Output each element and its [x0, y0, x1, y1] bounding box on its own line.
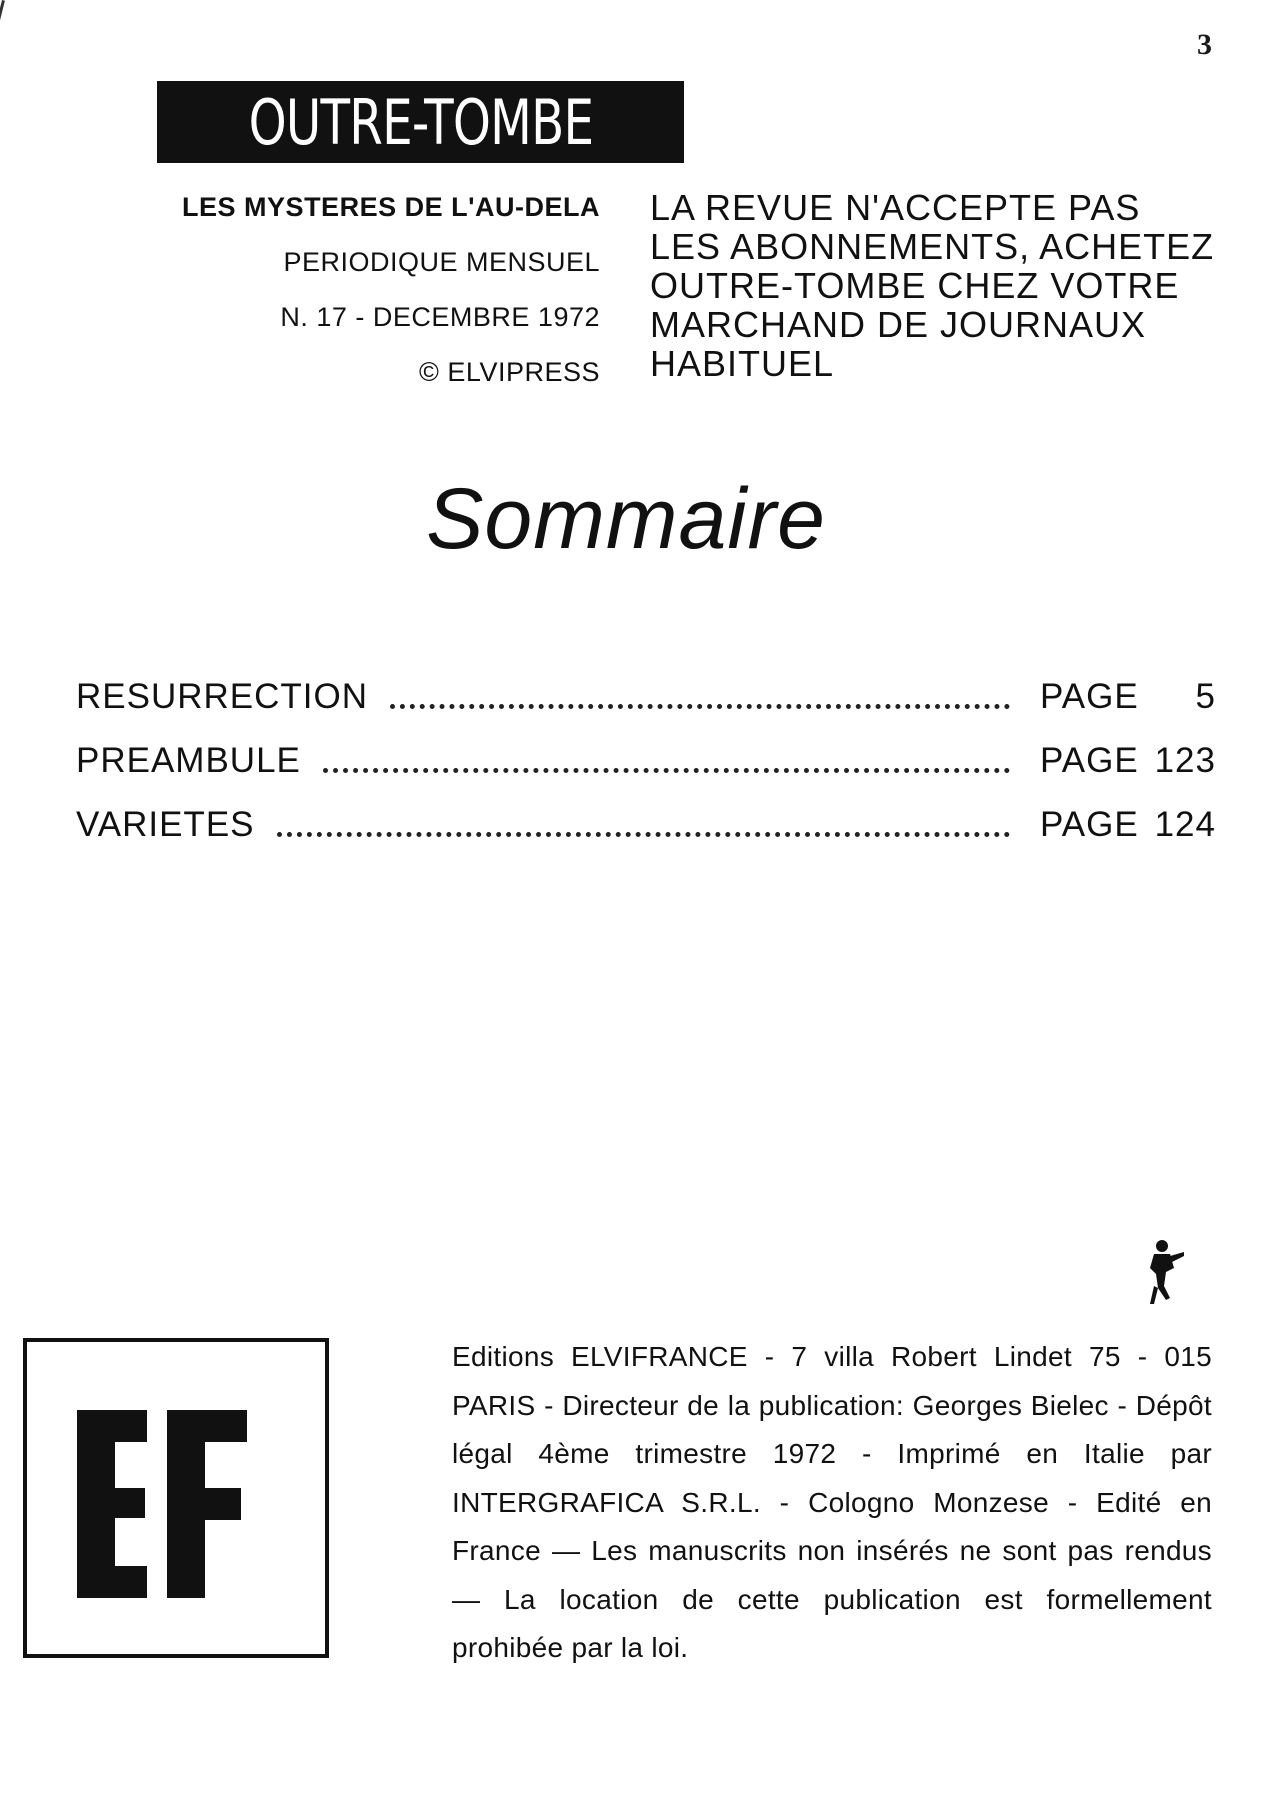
toc-entry-label: RESURRECTION [76, 677, 369, 716]
toc-page-number: 123 [1154, 741, 1216, 780]
toc-entry-page [1040, 677, 1216, 717]
imprint-text: Editions ELVIFRANCE - 7 villa Robert Lindet 75 - 015 PARIS - Directeur de la publication: Georges Bielec - Dépôt légal 4ème trimestre 1972 - Imprimé en Italie par INTERGRAFICA S.R.L. - Cologno Monzese - Edité en France — Les manuscrits non insérés ne sont pas rendus — La location de cette publication est formellement prohibée par la loi. [452, 1341, 1212, 1663]
table-of-contents [76, 665, 1216, 857]
notice-line: MARCHAND DE JOURNAUX [650, 304, 1147, 345]
publication-info [130, 180, 600, 400]
notice-line: OUTRE-TOMBE CHEZ VOTRE [650, 265, 1180, 306]
toc-page-number: 124 [1154, 805, 1216, 844]
publication-subtitle: LES MYSTERES DE L'AU-DELA [182, 192, 600, 222]
notice-line: HABITUEL [650, 343, 835, 384]
toc-entry-label: VARIETES [76, 805, 255, 844]
notice-line: LES ABONNEMENTS, ACHETEZ [650, 226, 1215, 267]
stray-pen-mark [0, 0, 5, 69]
toc-entry-page [1040, 805, 1216, 845]
toc-page-word: PAGE [1040, 805, 1139, 844]
ef-logo-icon [27, 1342, 325, 1654]
toc-entry [76, 729, 1216, 793]
masthead-banner [157, 81, 684, 163]
toc-entry-page [1040, 741, 1216, 781]
page-number: 3 [1197, 28, 1212, 61]
toc-entry [76, 665, 1216, 729]
toc-entry [76, 793, 1216, 857]
subscription-notice [650, 188, 1240, 383]
toc-leader-dots [390, 704, 1010, 709]
issue-number: N. 17 - DECEMBRE 1972 [280, 302, 600, 332]
masthead-title: OUTRE-TOMBE [248, 85, 593, 159]
toc-page-word: PAGE [1040, 741, 1139, 780]
contents-title: Sommaire [426, 471, 826, 567]
toc-leader-dots [323, 768, 1010, 773]
toc-leader-dots [277, 832, 1010, 837]
toc-entry-label: PREAMBULE [76, 741, 301, 780]
running-figure-icon [1140, 1238, 1186, 1313]
notice-line: LA REVUE N'ACCEPTE PAS [650, 187, 1141, 228]
publication-periodicity: PERIODIQUE MENSUEL [283, 247, 600, 277]
toc-page-number: 5 [1195, 677, 1216, 716]
toc-page-word: PAGE [1040, 677, 1139, 716]
publisher-logo [23, 1338, 329, 1658]
copyright-notice: © ELVIPRESS [419, 357, 600, 387]
